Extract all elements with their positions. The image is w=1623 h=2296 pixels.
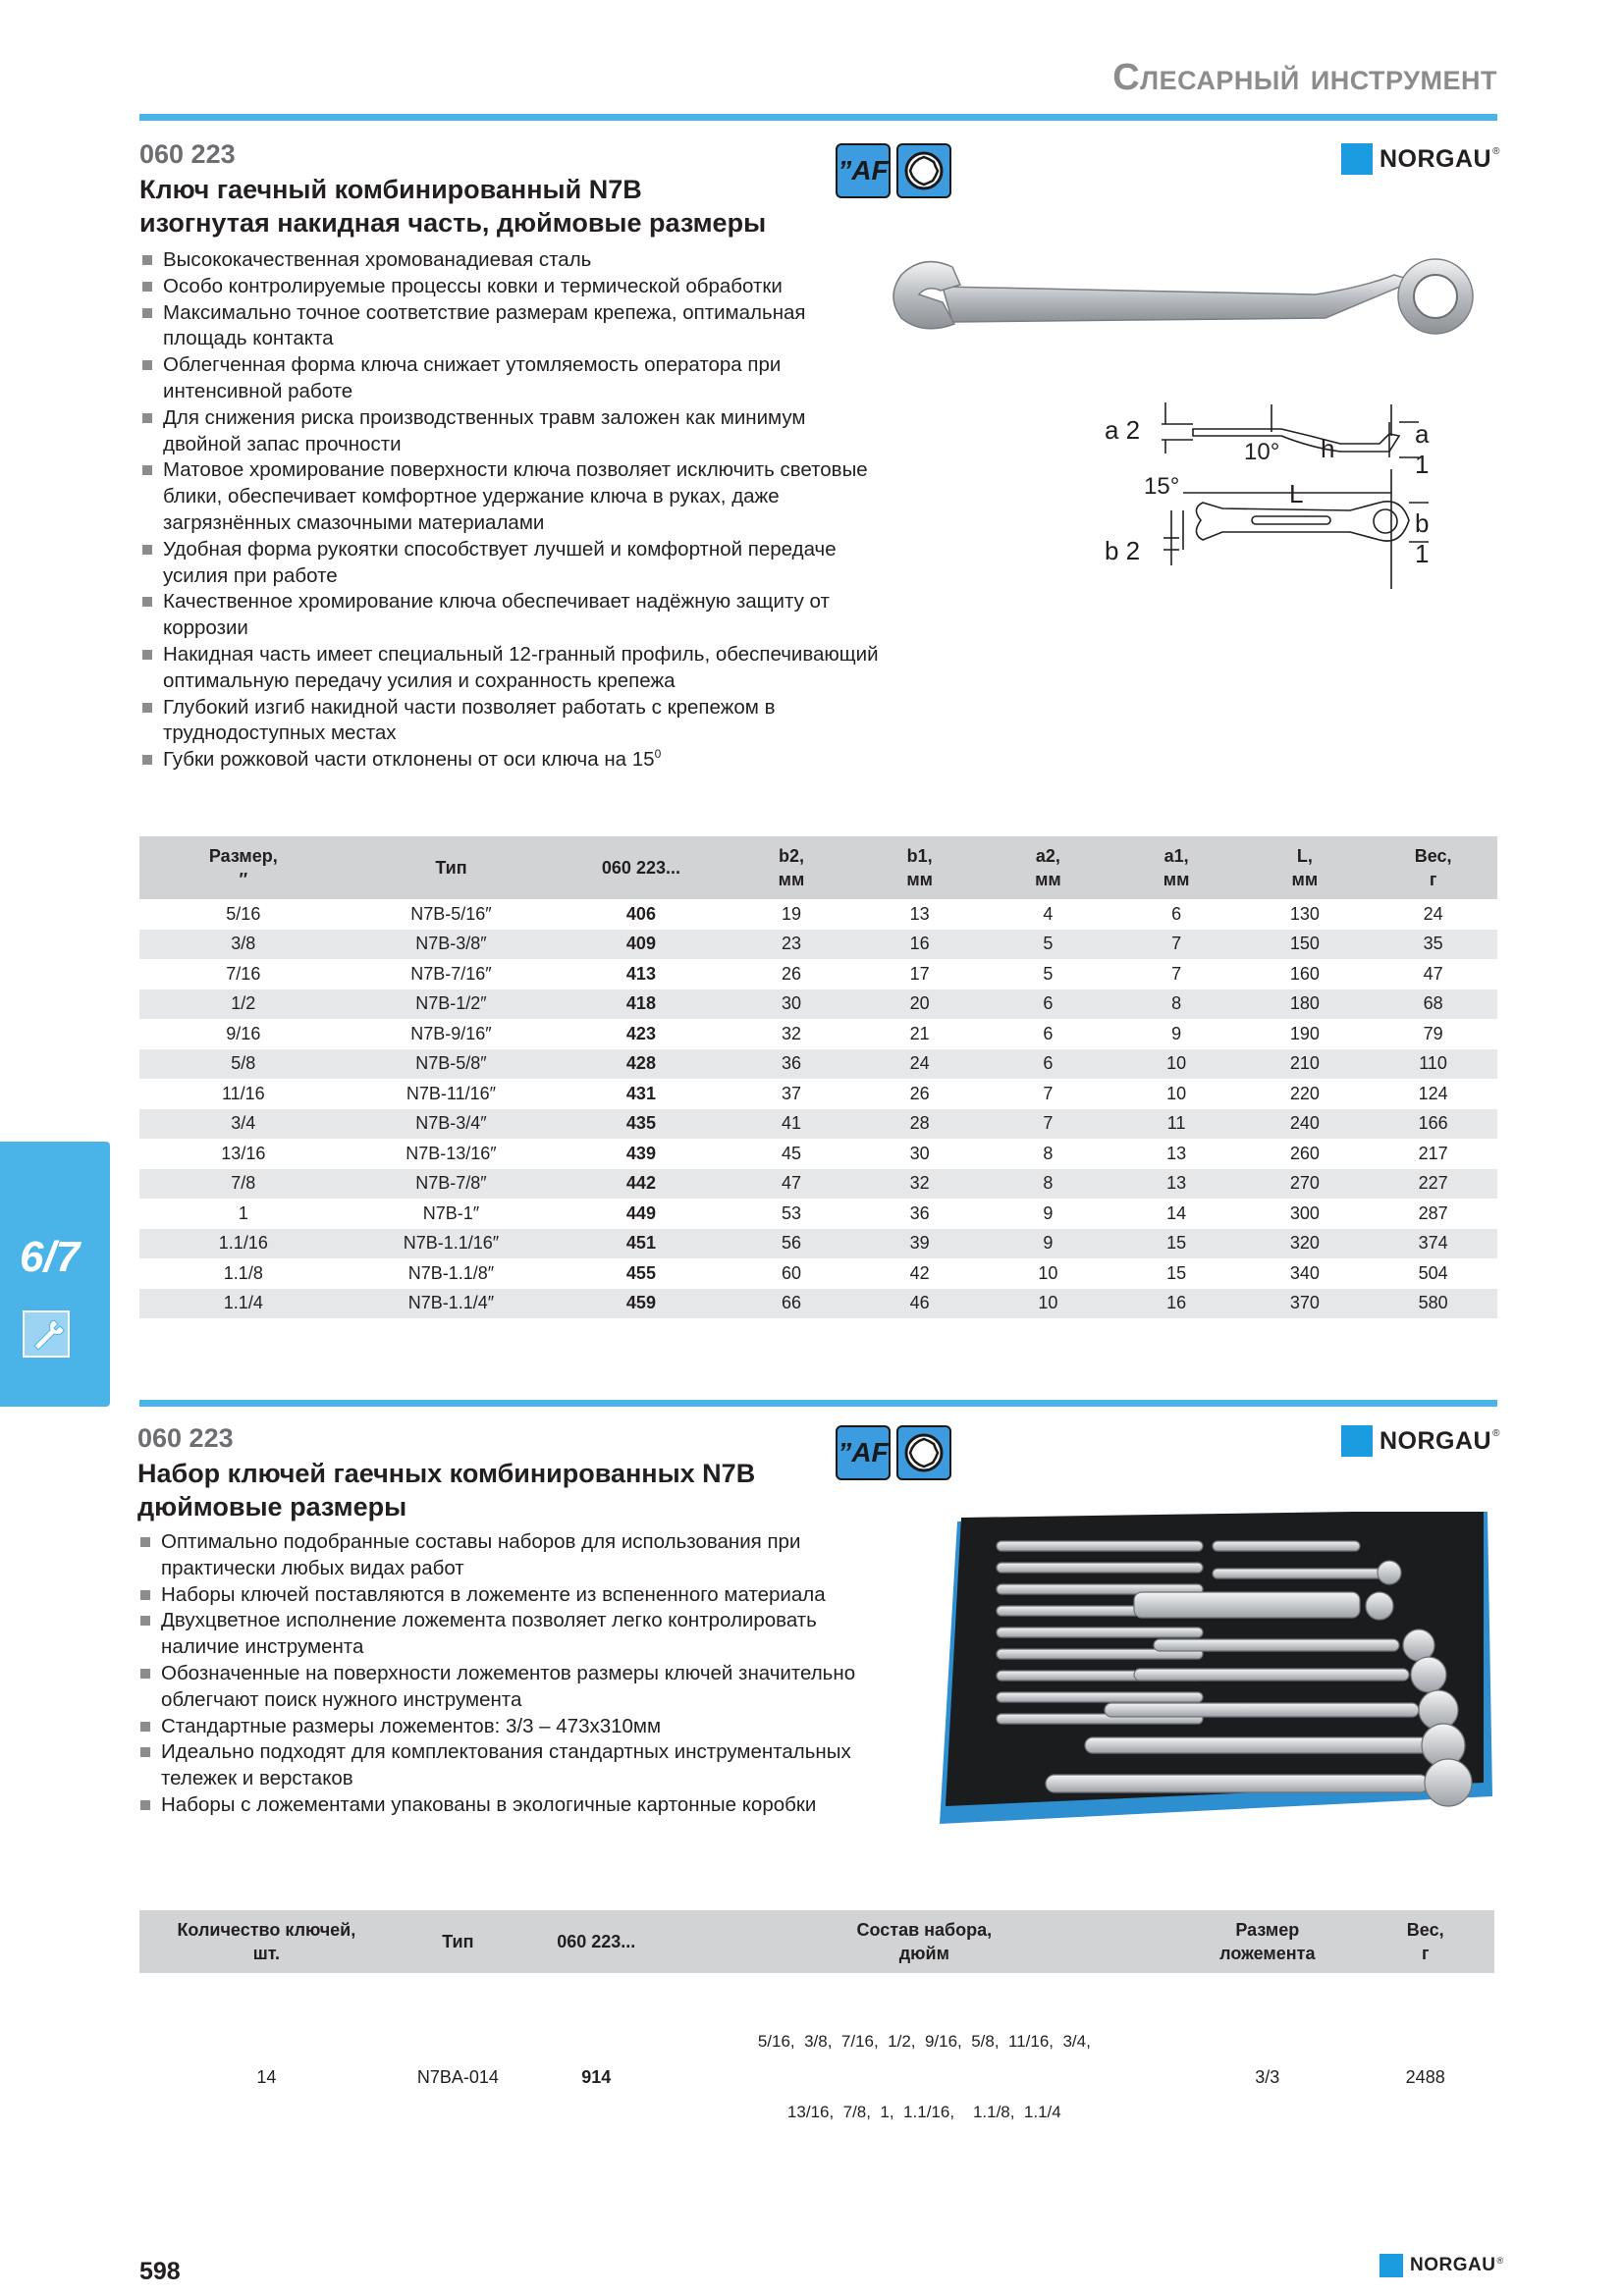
table-cell: 3/4 [139,1109,348,1140]
table-row [139,1258,1497,1289]
table-cell: 46 [855,1289,984,1319]
table-cell: 1.1/4 [139,1289,348,1319]
table-cell: 3/8 [139,930,348,960]
chapter-number: 6/7 [20,1233,81,1281]
label-a1: a 1 [1415,419,1430,479]
col-header: L, мм [1240,836,1369,899]
table-cell: 16 [855,930,984,960]
table-cell: 10 [1166,1083,1187,1103]
product1-code: 060 223 [139,139,236,169]
table-cell: 270 [1240,1169,1369,1200]
table-cell: N7B-1.1/8″ [407,1262,495,1283]
section-title: Слесарный инструмент [1112,57,1497,98]
table-cell: 10 [1038,1262,1058,1283]
section-rule [139,1400,1497,1407]
table-cell: 42 [909,1262,930,1283]
wrench-photo [884,245,1492,353]
table-cell: 36 [728,1049,856,1080]
chapter-tab [0,1142,110,1407]
table-cell: 8 [984,1169,1112,1200]
table-cell: 13 [1112,1169,1241,1200]
table-row [139,989,1497,1020]
table-cell: 7 [1112,930,1241,960]
product2-title-line1: Набор ключей гаечных комбинированных N7B [137,1459,756,1488]
table-row [139,1079,1497,1109]
product1-spec-table [139,836,1497,1318]
table-cell: 300 [1289,1202,1320,1223]
product2-title [137,1457,844,1523]
table-cell: N7B-1.1/16″ [348,1229,556,1259]
table-cell: 260 [1289,1143,1320,1163]
label-angle-15: 15° [1144,473,1180,500]
feature-item: Наборы ключей поставляются в ложементе из вспененного материала [137,1582,864,1609]
col-header: a1, мм [1112,836,1241,899]
table-cell: 220 [1289,1083,1320,1103]
table-cell: 5 [984,930,1112,960]
table-row [139,959,1497,989]
cell-type: N7BA-014 [416,2067,499,2087]
table-row [139,899,1497,930]
table-cell: 16 [1112,1289,1241,1319]
col-header: a2, мм [984,836,1112,899]
table-cell: N7B-11/16″ [406,1083,496,1103]
af-badge: ”AF [836,1425,891,1480]
table-cell: 19 [781,903,801,924]
table-cell: N7B-9/16″ [410,1023,492,1043]
feature-item: Максимально точное соответствие размерам крепежа, оптимальная площадь контакта [139,300,886,353]
wrench-category-icon [23,1310,70,1358]
table-cell: 26 [909,1083,930,1103]
af-badge: ”AF [836,143,891,198]
table-cell: 442 [555,1169,727,1200]
col-header: Тип [394,1910,522,1973]
table-cell: 580 [1369,1289,1497,1319]
table-cell: 5/16 [226,903,261,924]
tray-photo [938,1512,1497,1836]
table-cell: 180 [1240,989,1369,1020]
table-cell: 8 [1112,989,1241,1020]
table-cell: 66 [728,1289,856,1319]
table-cell: 11/16 [221,1083,265,1103]
col-header: Вес, г [1356,1910,1494,1973]
table-row [139,1019,1497,1049]
table-cell: 35 [1369,930,1497,960]
table-cell: 6 [1171,903,1182,924]
feature-item: Оптимально подобранные составы наборов для использования при практически любых видах работ [137,1529,864,1582]
table-cell: 370 [1240,1289,1369,1319]
table-cell: N7B-5/16″ [410,903,492,924]
label-a2: a 2 [1105,415,1141,445]
col-header: Размер, ″ [139,836,348,899]
table-cell: 32 [855,1169,984,1200]
table-cell: 60 [781,1262,801,1283]
product1-title-line2: изогнутая накидная часть, дюймовые размеры [139,208,767,238]
table-cell: 124 [1418,1083,1448,1103]
table-cell: 26 [781,963,801,984]
table-cell: 413 [625,963,656,984]
table-cell: 451 [555,1229,727,1259]
norgau-logo: NORGAU ® [1341,143,1499,175]
table-cell: 7 [984,1109,1112,1140]
label-L: L [1289,479,1304,508]
table-body [139,899,1497,1318]
feature-item: Высококачественная хромованадиевая сталь [139,247,886,274]
feature-item: Стандартные размеры ложементов: 3/3 – 473х310мм [137,1714,864,1740]
label-angle-10: 10° [1244,439,1280,465]
table-cell: 240 [1240,1109,1369,1140]
table-cell: 30 [728,989,856,1020]
table-cell: 227 [1369,1169,1497,1200]
logo-square [1380,2254,1403,2277]
product1-title [139,173,846,240]
table-cell: 130 [1289,903,1320,924]
product2-features [137,1529,864,1819]
logo-square [1341,143,1373,175]
table-cell: 30 [909,1143,930,1163]
table-cell: 45 [781,1143,801,1163]
table-cell: 24 [855,1049,984,1080]
twelve-point-icon [896,143,951,198]
table-cell: 160 [1289,963,1320,984]
header-rule [139,114,1497,121]
col-header: Состав набора, дюйм [670,1910,1178,1973]
table-cell: 39 [855,1229,984,1259]
table-cell: 435 [555,1109,727,1140]
table-row [139,1169,1497,1200]
table-row [139,1289,1497,1319]
table-cell: N7B-7/16″ [410,963,492,984]
table-cell: 1.1/16 [139,1229,348,1259]
product1-title-line1: Ключ гаечный комбинированный N7B [139,175,642,204]
table-cell: 10 [1112,1049,1241,1080]
col-header: Количество ключей, шт. [139,1910,394,1973]
table-row [139,930,1497,960]
table-cell: 15 [1166,1262,1187,1283]
table-cell: 13 [1166,1143,1187,1163]
table-cell: N7B-3/8″ [348,930,556,960]
content-line2: 13/16, 7/8, 1, 1.1/16, 1.1/8, 1.1/4 [786,2103,1061,2121]
logo-text: NORGAU [1410,2255,1496,2275]
degree-sup: 0 [654,747,662,762]
table-cell: 217 [1418,1143,1448,1163]
feature-item: Обозначенные на поверхности ложементов размеры ключей значительно облегчают поиск нужного инструмента [137,1661,864,1714]
table-cell: N7B-1″ [422,1202,480,1223]
feature-text: Губки рожковой части отклонены от оси ключа на 15 [163,748,655,772]
table-cell: 53 [781,1202,801,1223]
table-cell: 5/8 [139,1049,348,1080]
table-cell: N7B-7/8″ [348,1169,556,1200]
table-cell: 110 [1369,1049,1497,1080]
table-cell: N7B-1.1/4″ [348,1289,556,1319]
table-cell: 7 [1171,963,1182,984]
table-cell: 32 [781,1023,801,1043]
feature-item: Матовое хромирование поверхности ключа позволяет исключить световые блики, обеспечивает комфортное удержание ключа в руках, даже загрязнённых смазочными материалами [139,457,886,536]
table-header-row [139,836,1497,899]
product2-set-table [139,1910,1494,2181]
feature-item: Двухцветное исполнение ложемента позволяет легко контролировать наличие инструмента [137,1608,864,1661]
table-cell: 418 [555,989,727,1020]
table-cell: 449 [625,1202,656,1223]
cell-code: 914 [581,2067,612,2087]
table-cell: 423 [625,1023,656,1043]
table-cell: 6 [1043,1023,1054,1043]
feature-item: Удобная форма рукоятки способствует лучшей и комфортной передаче усилия при работе [139,537,886,590]
twelve-point-icon [896,1425,951,1480]
table-cell: 439 [625,1143,656,1163]
table-cell: 8 [1043,1143,1054,1163]
table-row [139,1229,1497,1259]
table-cell: N7B-5/8″ [348,1049,556,1080]
table-cell: 7/8 [139,1169,348,1200]
col-header: Размер ложемента [1178,1910,1356,1973]
feature-item: Накидная часть имеет специальный 12-гранный профиль, обеспечивающий оптимальную передачу усилия и сохранность крепежа [139,642,886,695]
table-cell: 210 [1240,1049,1369,1080]
table-cell: 9 [1171,1023,1182,1043]
table-cell: 37 [781,1083,801,1103]
feature-item: Глубокий изгиб накидной части позволяет работать с крепежом в труднодоступных местах [139,695,886,748]
feature-item: Качественное хромирование ключа обеспечивает надёжную защиту от коррозии [139,589,886,642]
table-cell: 1/2 [139,989,348,1020]
table-header-row [139,1910,1494,1973]
feature-item: Для снижения риска производственных травм заложен как минимум двойной запас прочности [139,405,886,458]
table-cell: 47 [728,1169,856,1200]
logo-text: NORGAU [1380,1426,1492,1455]
table-cell: 68 [1369,989,1497,1020]
table-cell: 15 [1112,1229,1241,1259]
logo-square [1341,1425,1373,1457]
table-cell: 6 [984,1049,1112,1080]
label-b2: b 2 [1105,536,1141,565]
table-cell: 320 [1240,1229,1369,1259]
table-cell: 166 [1369,1109,1497,1140]
cell-tray: 3/3 [1255,2067,1280,2087]
feature-item: Идеально подходят для комплектования стандартных инструментальных тележек и верстаков [137,1739,864,1792]
feature-item: Наборы с ложементами упакованы в экологичные картонные коробки [137,1792,864,1819]
table-cell: 36 [909,1202,930,1223]
product2-title-line2: дюймовые размеры [137,1492,407,1522]
table-cell: 47 [1423,963,1443,984]
feature-item [139,747,886,774]
table-cell: 190 [1289,1023,1320,1043]
table-cell: 9 [984,1229,1112,1259]
dimension-diagram [1085,393,1438,589]
table-row [139,1973,1494,2181]
table-cell: 56 [728,1229,856,1259]
col-header: b1, мм [855,836,984,899]
table-cell: 6 [984,989,1112,1020]
table-cell: 455 [625,1262,656,1283]
table-cell: 340 [1289,1262,1320,1283]
table-cell: 11 [1112,1109,1241,1140]
col-header: b2, мм [728,836,856,899]
table-cell: 1 [238,1202,248,1223]
feature-item: Облегченная форма ключа снижает утомляемость оператора при интенсивной работе [139,352,886,405]
table-cell: 150 [1240,930,1369,960]
col-header: 060 223... [555,836,727,899]
table-row [139,1109,1497,1140]
cell-content [670,1973,1178,2181]
logo-text: NORGAU [1380,144,1492,173]
table-cell: 4 [1043,903,1054,924]
table-cell: 406 [625,903,656,924]
table-cell: 409 [555,930,727,960]
table-cell: 7 [1043,1083,1054,1103]
table-cell: 7/16 [226,963,261,984]
table-cell: 459 [555,1289,727,1319]
label-h: h [1321,434,1335,463]
norgau-logo: NORGAU ® [1341,1425,1499,1457]
table-cell: 41 [728,1109,856,1140]
table-cell: 1.1/8 [223,1262,263,1283]
col-header: 060 223... [522,1910,670,1973]
table-cell: 428 [555,1049,727,1080]
table-cell: 20 [855,989,984,1020]
table-cell: 24 [1423,903,1443,924]
norgau-logo-footer: NORGAU ® [1380,2254,1503,2277]
cell-qty: 14 [256,2067,277,2087]
table-row [139,1139,1497,1169]
feature-item: Особо контролируемые процессы ковки и термической обработки [139,274,886,300]
table-cell: 287 [1418,1202,1448,1223]
table-cell: 5 [1043,963,1054,984]
table-cell: 23 [728,930,856,960]
table-cell: N7B-13/16″ [406,1143,497,1163]
content-line1: 5/16, 3/8, 7/16, 1/2, 9/16, 5/8, 11/16, 3/4, [757,2032,1091,2051]
table-cell: 374 [1369,1229,1497,1259]
table-cell: N7B-1/2″ [348,989,556,1020]
table-row [139,1049,1497,1080]
page-number: 598 [139,2258,181,2285]
table-cell: 431 [625,1083,656,1103]
table-cell: N7B-3/4″ [348,1109,556,1140]
label-b1: b 1 [1415,508,1430,568]
table-cell: 504 [1418,1262,1448,1283]
table-row [139,1199,1497,1229]
table-cell: 9 [1043,1202,1054,1223]
cell-weight: 2488 [1405,2067,1445,2087]
table-cell: 79 [1423,1023,1443,1043]
col-header: Тип [348,836,556,899]
product2-code: 060 223 [137,1423,234,1453]
col-header: Вес, г [1369,836,1497,899]
table-cell: 14 [1166,1202,1187,1223]
table-cell: 28 [855,1109,984,1140]
table-cell: 10 [984,1289,1112,1319]
table-cell: 21 [909,1023,930,1043]
product1-features [139,247,886,774]
table-cell: 9/16 [226,1023,261,1043]
table-cell: 17 [909,963,930,984]
table-cell: 13/16 [221,1143,266,1163]
table-cell: 13 [909,903,930,924]
